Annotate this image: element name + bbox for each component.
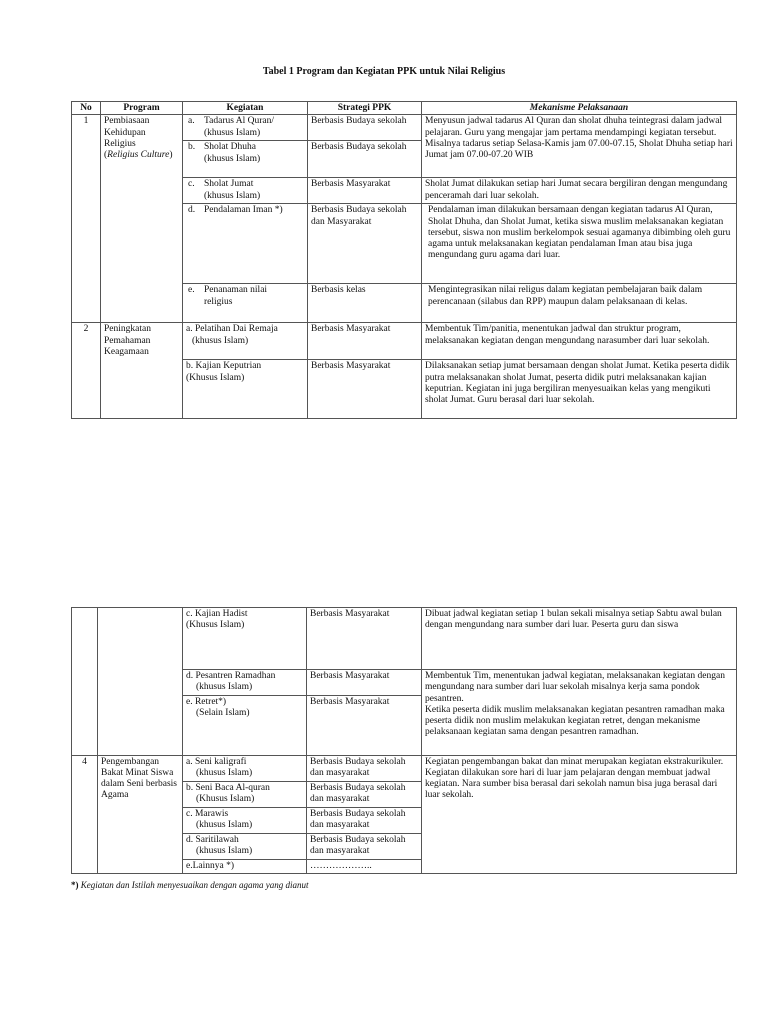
program-cell: [101, 115, 183, 323]
mekanisme-text: Membentuk Tim, menentukan jadwal kegiatan, melaksanakan kegiatan dengan mengundang nara sumber dari luar sekolah misalnya kerja sama pondok pesantren.: [425, 671, 725, 704]
mekanisme-cell: Membentuk Tim/panitia, menentukan jadwal dan struktur program, melaksanakan kegiatan dengan mengundang narasumber dari luar sekolah.: [422, 323, 737, 360]
kegiatan-name: e. Retret*): [186, 696, 227, 707]
kegiatan-name: d. Saritilawah: [186, 834, 239, 845]
header-no: No: [72, 102, 101, 115]
header-strategi: Strategi PPK: [308, 102, 422, 115]
kegiatan-note: (Khusus Islam): [186, 620, 245, 631]
table-title: Tabel 1 Program dan Kegiatan PPK untuk Nilai Religius: [262, 66, 506, 77]
strategi-cell: Berbasis Masyarakat: [308, 323, 422, 360]
table-header-row: [72, 102, 737, 115]
strategi-cell: Berbasis Budaya sekolah dan masyarakat: [307, 755, 422, 781]
kegiatan-note: (Khusus Islam): [186, 372, 245, 383]
strategi-cell: Berbasis Masyarakat: [308, 360, 422, 419]
strategi-cell: Berbasis Masyarakat: [307, 670, 422, 696]
kegiatan-note: (khusus Islam): [196, 845, 253, 856]
kegiatan-name: Penanaman nilai: [204, 285, 268, 296]
program-paren-open: (: [104, 150, 108, 161]
item-marker: a.: [188, 116, 195, 127]
kegiatan-cell: [183, 859, 307, 873]
kegiatan-name: Sholat Dhuha: [204, 142, 256, 153]
strategi-cell: Berbasis kelas: [308, 284, 422, 323]
kegiatan-name: Tadarus Al Quran/: [204, 116, 275, 127]
kegiatan-note: (khusus Islam): [196, 682, 253, 693]
kegiatan-cell: [183, 755, 307, 781]
mekanisme-cell: Menyusun jadwal tadarus Al Quran dan sholat dhuha teintegrasi dalam jadwal pelajaran. Guru yang mengajar jam pertama mendampingi kegiatan tersebut. Misalnya tadarus setiap Selasa-Kamis jam 07.00-07.15, Sholat Dhuha setiap hari Jumat jam 07.00-07.20 WIB: [422, 115, 737, 178]
item-marker: d.: [188, 205, 196, 216]
kegiatan-note: (Selain Islam): [196, 707, 250, 718]
kegiatan-name: Sholat Jumat: [204, 179, 254, 190]
kegiatan-name: Pendalaman Iman *): [204, 205, 283, 216]
item-marker: b.: [188, 142, 196, 153]
program-paren-close: ): [169, 150, 173, 161]
mekanisme-cell: Dibuat jadwal kegiatan setiap 1 bulan sekali misalnya setiap Sabtu awal bulan dengan mengundang nara sumber dari luar. Peserta guru dan siswa: [422, 608, 737, 670]
kegiatan-cell: [183, 141, 308, 178]
mekanisme-cell: Sholat Jumat dilakukan setiap hari Jumat secara bergiliran dengan mengundang penceramah dari luar sekolah.: [422, 178, 737, 204]
strategi-cell: Berbasis Budaya sekolah: [308, 115, 422, 141]
strategi-cell: Berbasis Masyarakat: [308, 178, 422, 204]
kegiatan-note: (Khusus Islam): [196, 793, 255, 804]
strategi-cell: Berbasis Masyarakat: [307, 695, 422, 755]
mekanisme-cell: Pendalaman iman dilakukan bersamaan dengan kegiatan tadarus Al Quran, Sholat Dhuha, dan Sholat Jumat, ketika siswa muslim melaksanakan kegiatan tersebut, siswa non muslim berkelompok sesuai agamanya dibimbing oleh guru agama untuk melaksanakan kegiatan pendalaman Iman atau bisa juga mengundang guru agama dari luar.: [422, 204, 737, 284]
kegiatan-cell: [183, 833, 307, 859]
kegiatan-cell: [183, 204, 308, 284]
table-row: [72, 755, 737, 781]
kegiatan-name: c. Kajian Hadist: [186, 609, 248, 619]
row-number: 4: [72, 755, 98, 873]
program-cell: Peningkatan Pemahaman Keagamaan: [101, 323, 183, 419]
header-mekanisme: Mekanisme Pelaksanaan: [422, 102, 737, 115]
footnote-mark: *): [71, 880, 79, 890]
kegiatan-cell: [183, 807, 307, 833]
item-marker: c.: [188, 179, 195, 190]
item-marker: e.: [188, 285, 195, 296]
program-name: Pembiasaan Kehidupan Religius: [104, 116, 150, 149]
program-cell-empty: [98, 608, 183, 756]
mekanisme-text: Ketika peserta didik muslim melaksanakan kegiatan pesantren ramadhan maka peserta didik non muslim melakukan kegiatan retret, dengan mekanisme pelaksanaan kegiatan sama dengan pesantren ramadhan.: [425, 704, 725, 738]
kegiatan-name: b. Seni Baca Al-quran: [186, 782, 270, 793]
kegiatan-cell: [183, 695, 307, 755]
kegiatan-cell: [183, 781, 307, 807]
strategi-cell: Berbasis Budaya sekolah: [308, 141, 422, 178]
kegiatan-cell: [183, 360, 308, 419]
mekanisme-cell: Mengintegrasikan nilai religus dalam kegiatan pembelajaran baik dalam perencanaan (silabus dan RPP) maupun dalam pelaksanaan di kelas.: [422, 284, 737, 323]
header-program: Program: [101, 102, 183, 115]
kegiatan-name: a. Seni kaligrafi: [186, 756, 247, 767]
kegiatan-note: (khusus Islam): [204, 153, 261, 164]
row-number: 1: [72, 115, 101, 323]
kegiatan-cell: [183, 284, 308, 323]
table-row: [72, 323, 737, 360]
footnote-text: Kegiatan dan Istilah menyesuaikan dengan agama yang dianut: [78, 880, 309, 890]
strategi-cell: ………………..: [307, 859, 422, 873]
mekanisme-cell: Dilaksanakan setiap jumat bersamaan dengan sholat Jumat. Ketika peserta didik putra melaksanakan sholat Jumat, peserta didik putri melaksanakan kajian keputrian. Kegiatan ini juga bergiliran menyesuaikan kelas yang mengikuti sholat Jumat. Guru berasal dari luar sekolah.: [422, 360, 737, 419]
kegiatan-name: e.Lainnya *): [186, 860, 235, 871]
table-row: [72, 115, 737, 141]
strategi-cell: Berbasis Budaya sekolah dan masyarakat: [307, 781, 422, 807]
mekanisme-cell: [422, 670, 737, 756]
strategi-cell: Berbasis Budaya sekolah dan masyarakat: [307, 807, 422, 833]
program-table-part-2: [71, 607, 737, 874]
program-italic: Religius Culture: [107, 150, 170, 161]
kegiatan-cell: [183, 670, 307, 696]
strategi-cell: Berbasis Budaya sekolah dan Masyarakat: [308, 204, 422, 284]
kegiatan-cell: [183, 115, 308, 141]
kegiatan-note: (khusus Islam): [192, 335, 249, 346]
kegiatan-name: d. Pesantren Ramadhan: [186, 671, 276, 681]
kegiatan-cell: [183, 323, 308, 360]
strategi-cell: Berbasis Budaya sekolah dan masyarakat: [307, 833, 422, 859]
kegiatan-note: (khusus Islam): [196, 819, 253, 830]
kegiatan-note: (khusus Islam): [196, 767, 253, 778]
kegiatan-note: (khusus Islam): [204, 127, 261, 138]
mekanisme-cell: Kegiatan pengembangan bakat dan minat merupakan kegiatan ekstrakurikuler. Kegiatan dilakukan sore hari di luar jam pelajaran dengan membuat jadwal kegiatan. Nara sumber bisa berasal dari sekolah namun bisa juga berasal dari luar sekolah.: [422, 755, 737, 873]
kegiatan-note: religius: [204, 296, 233, 307]
table-row: [72, 608, 737, 670]
kegiatan-note: (khusus Islam): [204, 190, 261, 201]
kegiatan-name: b. Kajian Keputrian: [186, 361, 262, 372]
footnote: [71, 880, 308, 890]
kegiatan-cell: [183, 608, 307, 670]
program-cell: Pengembangan Bakat Minat Siswa dalam Seni berbasis Agama: [98, 755, 183, 873]
row-number: 2: [72, 323, 101, 419]
program-table-part-1: [71, 101, 737, 419]
kegiatan-cell: [183, 178, 308, 204]
kegiatan-name: c. Marawis: [186, 808, 229, 819]
kegiatan-name: a. Pelatihan Dai Remaja: [186, 324, 278, 335]
row-number-empty: [72, 608, 98, 756]
header-kegiatan: Kegiatan: [183, 102, 308, 115]
strategi-cell: Berbasis Masyarakat: [307, 608, 422, 670]
